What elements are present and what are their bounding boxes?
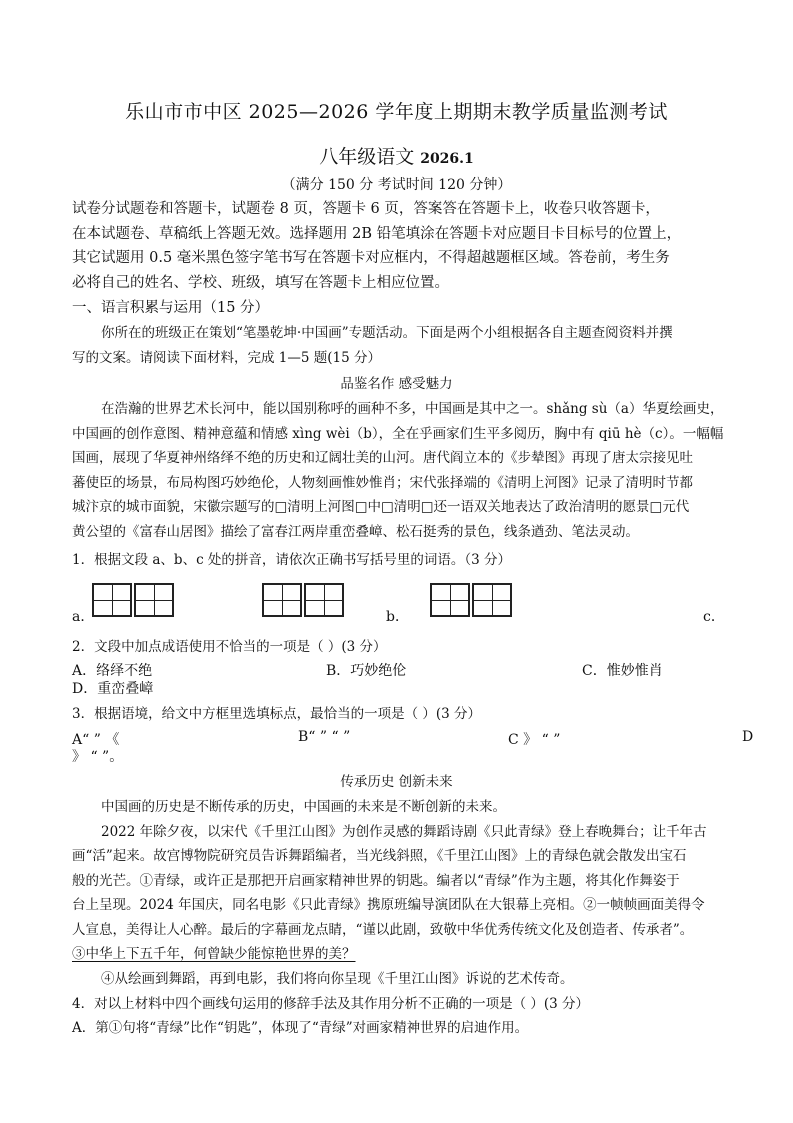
passage-line: 人宣息，美得让人心醉。最后的字幕画龙点睛，“谨以此剧，致敬中华优秀传统文化及创造者、传承者”。 [72,921,694,938]
intro-line: 你所在的班级正在策划“笔墨乾坤·中国画”专题活动。下面是两个小组根据各自主题查阅资料并撰 [101,325,673,341]
group2-title: 传承历史 创新未来 [340,774,453,790]
question-3: 3．根据语境，给文中方框里选填标点，最恰当的一项是（ ）(3 分） [72,706,482,722]
instruction-line: 在本试题卷、草稿纸上答题无效。选择题用 2B 铅笔填涂在答题卡对应题目卡目标号的位置上， [72,225,682,242]
passage-line: 在浩瀚的世界艺术长河中，能以国别称呼的画种不多，中国画是其中之一。shǎng sù（a）华夏绘画史， [101,401,724,417]
passage-line: 般的光芒。①青绿，或许正是那把开启画家精神世界的钥匙。编者以“青绿”作为主题，将其化作舞姿于 [72,872,680,889]
passage-line: ④从绘画到舞蹈，再到电影，我们将向你呈现《千里江山图》诉说的艺术传奇。 [101,970,574,987]
character-box[interactable] [472,583,512,617]
intro-line: 写的文案。请阅读下面材料，完成 1—5 题(15 分） [72,349,381,366]
passage-line: 中国画的创作意图、精神意蕴和情感 xìng wèi（b），全在乎画家们生平多阅历，胸中有 qiū hè（c）。一幅幅 [72,425,724,442]
q4-option-a[interactable]: A．第①句将“青绿”比作“钥匙”，体现了“青绿”对画家精神世界的启迪作用。 [72,1020,529,1036]
character-box[interactable] [92,583,132,617]
section-heading: 一、语言积累与运用（15 分） [72,300,270,316]
q3-option-d[interactable]: D [742,729,754,745]
exam-subtitle [0,142,793,169]
character-box[interactable] [430,583,470,617]
question-1: 1．根据文段 a、b、c 处的拼音，请依次正确书写括号里的词语。（3 分） [72,552,512,568]
label-c: c． [703,609,725,625]
exam-title: 乐山市市中区 2025—2026 学年度上期期末教学质量监测考试 [125,101,668,123]
q2-option-c[interactable]: C．惟妙惟肖 [582,663,663,679]
passage-2 [72,795,738,991]
character-box[interactable] [134,583,174,617]
q2-option-a[interactable]: A．络绎不绝 [72,663,153,679]
passage-line: 画“活”起来。故宫博物院研究员告诉舞蹈编者，当光线斜照，《千里江山图》上的青绿色就会散发出宝石 [72,848,687,864]
exam-date: 2026.1 [420,151,474,167]
passage-line: 2022 年除夕夜，以宋代《千里江山图》为创作灵感的舞蹈诗剧《只此青绿》登上春晚舞台；让千年古 [101,823,707,840]
exam-info: （满分 150 分 考试时间 120 分钟） [281,177,512,193]
subject-grade: 八年级语文 [319,146,415,168]
label-b: b． [386,609,409,625]
passage-line: 黄公望的《富春山居图》描绘了富春江两岸重峦叠嶂、松石挺秀的景色，线条遒劲、笔法灵动。 [72,523,639,540]
question-4: 4．对以上材料中四个画线句运用的修辞手法及其作用分析不正确的一项是（ ）(3 分） [72,996,590,1012]
instruction-line: 必将自己的姓名、学校、班级，填写在答题卡上相应位置。 [72,274,449,291]
passage-line: 国画，展现了华夏神州络绎不绝的历史和辽阔壮美的山河。唐代阎立本的《步辇图》再现了唐太宗接见吐 [72,450,693,466]
q3-option-a[interactable]: A“ ” 《 [72,732,120,748]
character-box[interactable] [262,583,302,617]
passage-line: ③中华上下五千年，何曾缺少能惊艳世界的美？ [72,946,356,962]
question-2: 2．文段中加点成语使用不恰当的一项是（ ）(3 分） [72,639,387,655]
answer-boxes-a[interactable] [92,583,174,617]
instruction-line: 试卷分试题卷和答题卡，试题卷 8 页，答题卡 6 页，答案答在答题卡上，收卷只收答题卡， [72,201,660,217]
section-intro [72,321,738,370]
answer-boxes-b[interactable] [262,583,344,617]
label-a: a． [72,609,95,625]
q3-option-d-text: 》 “ ”。 [72,749,124,765]
passage-line: 台上呈现。2024 年国庆，同名电影《只此青绿》携原班编导演团队在大银幕上亮相。②一帧帧画面美得令 [72,897,705,913]
instructions [72,197,738,295]
q2-option-d[interactable]: D．重峦叠嶂 [72,681,154,697]
q3-option-c[interactable]: C 》 “ ” [508,732,561,748]
q3-option-b[interactable]: B“ ” “ ” [298,729,351,745]
instruction-line: 其它试题用 0.5 毫米黑色签字笔书写在答题卡对应框内，不得超越题框区域。答卷前，考生务 [72,250,670,266]
group1-title: 品鉴名作 感受魅力 [340,376,453,392]
answer-boxes-c[interactable] [430,583,512,617]
passage-line: 中国画的历史是不断传承的历史，中国画的未来是不断创新的未来。 [101,799,506,815]
passage-1 [72,397,738,544]
q2-option-b[interactable]: B．巧妙绝伦 [326,663,407,679]
character-box[interactable] [304,583,344,617]
passage-line: 城汴京的城市面貌，宋徽宗题写的□清明上河图□中□清明□还一语双关地表达了政治清明的愿景□元代 [72,499,690,515]
passage-line: 蕃使臣的场景，布局构图巧妙绝伦，人物刻画惟妙惟肖；宋代张择端的《清明上河图》记录了清明时节都 [72,474,693,491]
